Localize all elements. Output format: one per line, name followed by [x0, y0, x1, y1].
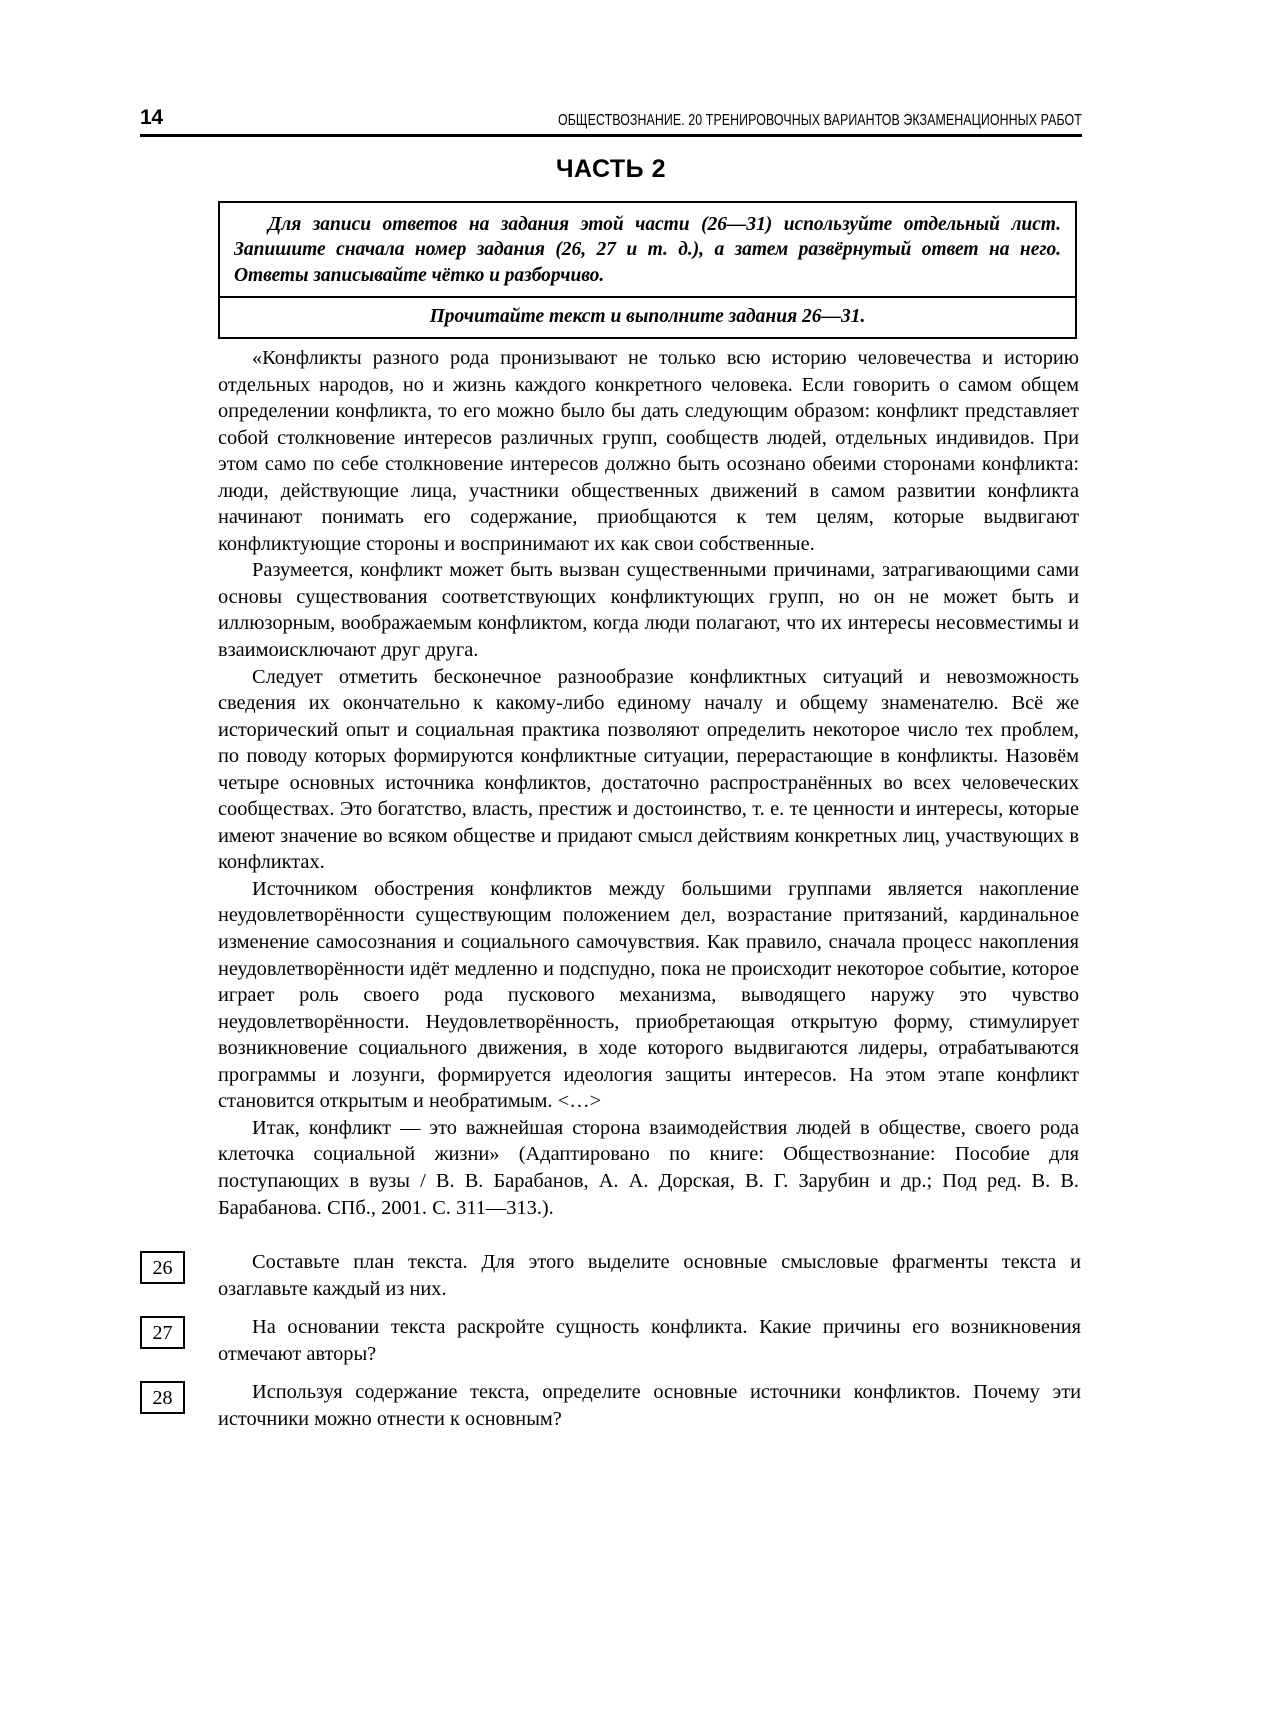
- passage-paragraph: Следует отметить бесконечное разнообразие конфликтных ситуаций и невозможность сведения их окончательно к какому-либо единому началу и общему знаменателю. Всё же исторический опыт и социальная практика позволяют определить некоторое число тех проблем, по поводу которых формируются конфликтные ситуации, перерастающие в конфликты. Назовём четыре основных источника конфликтов, достаточно распространённых во всех человеческих сообществах. Это богатство, власть, престиж и достоинство, т. е. те ценности и интересы, которые имеют значение во всяком обществе и придают смысл действиям конкретных лиц, участвующих в конфликтах.: [218, 665, 1079, 874]
- instruction-text: Для записи ответов на задания этой части (26—31) используйте отдельный лист. Запишите сначала номер задания (26, 27 и т. д.), а затем развёрнутый ответ на него. Ответы записывайте чётко и разборчиво.: [234, 214, 1061, 286]
- task-number-badge: 27: [140, 1316, 185, 1349]
- task-number-badge: 26: [140, 1251, 185, 1284]
- read-instruction-text: Прочитайте текст и выполните задания 26—31.: [429, 306, 866, 327]
- header-divider: [140, 134, 1082, 137]
- task-27: [140, 1314, 1081, 1367]
- task-text: Составьте план текста. Для этого выделите основные смысловые фрагменты текста и озаглавьте каждый из них.: [218, 1251, 1081, 1300]
- passage-paragraph: «Конфликты разного рода пронизывают не только всю историю человечества и историю отдельных народов, но и жизнь каждого конкретного человека. Если говорить о самом общем определении конфликта, то его можно было бы дать следующим образом: конфликт представляет собой столкновение интересов различных групп, сообществ людей, отдельных индивидов. При этом само по себе столкновение интересов должно быть осознано обеими сторонами конфликта: люди, действующие лица, участники общественных движений в самом развитии конфликта начинают понимать его содержание, приобщаются к тем целям, которые выдвигают конфликтующие стороны и воспринимают их как свои собственные.: [218, 347, 1079, 555]
- task-text: На основании текста раскройте сущность конфликта. Какие причины его возникновения отмечают авторы?: [218, 1316, 1081, 1365]
- passage-paragraph: Итак, конфликт — это важнейшая сторона взаимодействия людей в обществе, своего рода клеточка социальной жизни» (Адаптировано по книге: Обществознание: Пособие для поступающих в вузы / В. В. Барабанов, А. А. Дорская, В. Г. Зарубин и др.; Под ред. В. В. Барабанова. СПб., 2001. С. 311—313.).: [218, 1116, 1079, 1219]
- task-28: [140, 1379, 1081, 1432]
- task-number-badge: 28: [140, 1381, 185, 1414]
- part-title: ЧАСТЬ 2: [555, 155, 667, 183]
- read-instruction-box: [218, 296, 1077, 339]
- passage-paragraph: Разумеется, конфликт может быть вызван существенными причинами, затрагивающими сами основы существования соответствующих конфликтующих групп, но он не может быть и иллюзорным, воображаемым конфликтом, когда люди полагают, что их интересы несовместимы и взаимоисключают друг друга.: [218, 559, 1079, 662]
- task-26: [140, 1249, 1081, 1302]
- running-head-title: ОБЩЕСТВОЗНАНИЕ. 20 ТРЕНИРОВОЧНЫХ ВАРИАНТОВ ЭКЗАМЕНАЦИОННЫХ РАБОТ: [558, 111, 1082, 129]
- page-number: 14: [140, 106, 163, 129]
- instruction-box: [218, 201, 1077, 301]
- passage-body: [218, 345, 1079, 1221]
- task-text: Используя содержание текста, определите основные источники конфликтов. Почему эти источники можно отнести к основным?: [218, 1381, 1081, 1430]
- running-head: [140, 98, 1082, 128]
- passage-paragraph: Источником обострения конфликтов между большими группами является накопление неудовлетворённости существующим положением дел, возрастание притязаний, кардинальное изменение самосознания и социального самочувствия. Как правило, сначала процесс накопления неудовлетворённости идёт медленно и подспудно, пока не происходит некоторое событие, которое играет роль своего рода пускового механизма, выводящего наружу это чувство неудовлетворённости. Неудовлетворённость, приобретающая открытую форму, стимулирует возникновение социального движения, в ходе которого выдвигаются лидеры, отрабатываются программы и лозунги, формируется идеология защиты интересов. На этом этапе конфликт становится открытым и необратимым. <…>: [218, 877, 1079, 1113]
